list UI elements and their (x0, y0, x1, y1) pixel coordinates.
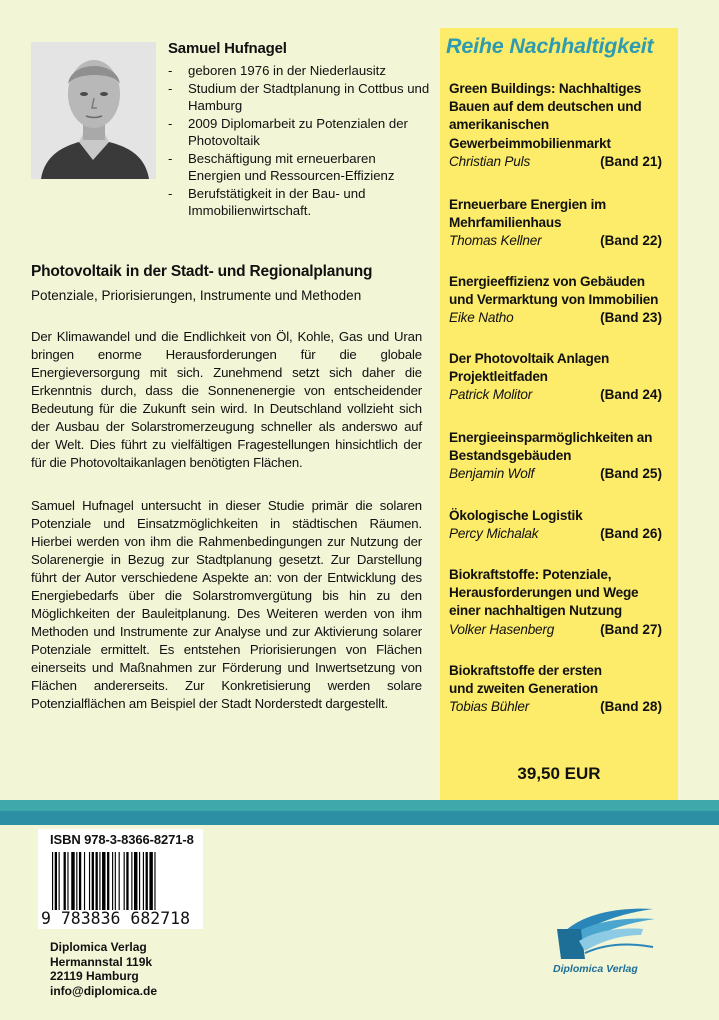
series-book-title-line: Ökologische Logistik (449, 508, 583, 523)
barcode-bar (96, 852, 98, 914)
series-book-27 (449, 566, 664, 639)
barcode-bar (107, 852, 109, 914)
barcode-bar (67, 852, 68, 914)
series-book-title-line: und Vermarktung von Immobilien (449, 292, 659, 308)
barcode-bar (59, 852, 60, 914)
barcode-bar (55, 852, 57, 914)
author-bio-item: - Berufstätigkeit in der Bau- und Immobilienwirtschaft. (166, 185, 431, 220)
series-book-title-line: Gewerbeimmobilienmarkt (449, 135, 611, 151)
barcode-bar (76, 852, 77, 914)
publisher-address (50, 940, 157, 998)
series-book-title-line: Energieeinsparmöglichkeiten an (449, 430, 653, 445)
book-subtitle: Potenziale, Priorisierungen, Instrumente und Methoden (31, 288, 362, 303)
series-book-author: Christian Puls (449, 153, 531, 169)
author-portrait-icon (31, 42, 156, 179)
barcode-bar (99, 852, 100, 914)
series-book-title-line: Mehrfamilienhaus (449, 215, 562, 231)
author-bio-item: - geboren 1976 in der Niederlausitz (166, 62, 431, 80)
series-book-band: (Band 22) (600, 233, 662, 249)
series-book-21 (449, 80, 664, 171)
series-book-title-line: Bauen auf dem deutschen und (449, 99, 642, 115)
barcode-bar (52, 852, 53, 914)
publisher-line: 22119 Hamburg (50, 969, 139, 983)
series-book-title-line: einer nachhaltigen Nutzung (449, 603, 623, 619)
series-book-author: Percy Michalak (449, 526, 539, 542)
author-photo (31, 42, 156, 179)
book-title: Photovoltaik in der Stadt- und Regionalplanung (31, 263, 373, 280)
series-book-title-line: amerikanischen (449, 117, 549, 133)
barcode-icon (50, 852, 200, 914)
series-book-title-line: Erneuerbare Energien im (449, 197, 607, 212)
publisher-line: Diplomica Verlag (50, 940, 147, 954)
series-book-28 (449, 662, 664, 717)
series-book-title-line: Biokraftstoffe: Potenziale, (449, 567, 612, 582)
series-title: Reihe Nachhaltigkeit (446, 34, 654, 58)
barcode-bar (131, 852, 132, 914)
barcode-bar (119, 852, 120, 914)
series-book-title-line: Biokraftstoffe der ersten (449, 663, 602, 678)
series-book-22 (449, 196, 664, 251)
series-book-author: Tobias Bühler (449, 699, 530, 715)
author-name: Samuel Hufnagel (168, 40, 287, 57)
barcode-bar (139, 852, 140, 914)
series-book-band: (Band 28) (600, 699, 662, 715)
series-book-band: (Band 24) (600, 387, 662, 403)
logo-text: Diplomica Verlag (553, 963, 638, 975)
barcode-bar (146, 852, 148, 914)
author-bio-item: - Beschäftigung mit erneuerbaren Energien und Ressourcen-Effizienz (166, 150, 431, 185)
blurb-paragraph-1: Der Klimawandel und die Endlichkeit von Öl, Kohle, Gas und Uran bringen enorme Herausforderungen für die globale Energieversorgung mit sich. Zunehmend setzt sich daher die Erkenntnis durch, dass die Sonnenenergie von entscheidender Bedeutung für die Zukunft sein wird. In Deutschland vollzieht sich der Ausbau der Solarstromerzeugung schneller als anderswo auf der Welt. Dies führt zu vielfältigen Fragestellungen hinsichtlich der für die Photovoltaikanlagen benötigten Flächen. (31, 329, 422, 470)
divider-stripe-dark (0, 811, 719, 825)
series-book-title-line: Projektleitfaden (449, 369, 548, 385)
author-bio-item: - Studium der Stadtplanung in Cottbus und Hamburg (166, 80, 431, 115)
publisher-line: info@diplomica.de (50, 983, 158, 998)
series-book-band: (Band 25) (600, 466, 662, 482)
barcode-bar (149, 852, 152, 914)
divider-stripe-light (0, 800, 719, 811)
barcode-bar (89, 852, 90, 914)
series-book-26 (449, 507, 664, 543)
barcode-bar (154, 852, 155, 914)
barcode-bar (84, 852, 85, 914)
barcode-bar (112, 852, 113, 914)
series-book-title-line: Herausforderungen und Wege (449, 585, 639, 601)
series-book-author: Volker Hasenberg (449, 621, 555, 637)
series-book-title-line: Bestandsgebäuden (449, 448, 572, 464)
series-book-band: (Band 26) (600, 526, 662, 542)
barcode-bar (64, 852, 66, 914)
barcode-bar (134, 852, 137, 914)
series-book-band: (Band 23) (600, 310, 662, 326)
publisher-line: Hermannstal 119k (50, 954, 153, 969)
series-book-author: Thomas Kellner (449, 233, 542, 249)
barcode-bar (102, 852, 105, 914)
series-book-author: Benjamin Wolf (449, 466, 535, 482)
series-book-title-line: Der Photovoltaik Anlagen (449, 351, 610, 366)
series-book-title-line: Energieeffizienz von Gebäuden (449, 274, 645, 289)
series-book-author: Patrick Molitor (449, 387, 533, 403)
series-book-title-line: Green Buildings: Nachhaltiges (449, 81, 642, 96)
series-book-title-line: und zweiten Generation (449, 681, 598, 697)
author-bio-item: - 2009 Diplomarbeit zu Potenzialen der Photovoltaik (166, 115, 431, 150)
barcode-bar (92, 852, 94, 914)
blurb-paragraph-2: Samuel Hufnagel untersucht in dieser Studie primär die solaren Potenziale und Einsatzmöglichkeiten in städtischen Räumen. Hierbei werden von ihm die Rahmenbedingungen zur Nutzung der Solarenergie in Bezug zur Stadtplanung gesetzt. Zur Darstellung führt der Autor verschiedene Aspekte an: von der Entwicklung des Energiebedarfs über die Solarstromvergütung bis hin zu den Möglichkeiten der Bauleitplanung. Des Weiteren werden von ihm Methoden und Instrumente zur Analyse und zur Aktivierung solarer Potenziale ermittelt. Es entstehen Priorisierungen von Flächen einerseits und Maßnahmen zur Förderung und Inwertsetzung von Flächen andererseits. Zur Konkretisierung werden solare Potenzialflächen am Beispiel der Stadt Norderstedt dargestellt. (31, 498, 422, 711)
barcode-bar (126, 852, 128, 914)
author-bio-list (166, 62, 431, 220)
barcode-bar (79, 852, 81, 914)
series-book-band: (Band 27) (600, 621, 662, 637)
price: 39,50 EUR (517, 764, 601, 783)
series-book-band: (Band 21) (600, 153, 662, 169)
barcode-bar (124, 852, 125, 914)
series-book-23 (449, 273, 664, 328)
barcode-digits: 9 783836 682718 (41, 910, 203, 928)
barcode-bar (71, 852, 74, 914)
isbn-label: ISBN 978-3-8366-8271-8 (50, 832, 194, 847)
series-book-author: Eike Natho (449, 310, 514, 326)
barcode-bar (143, 852, 144, 914)
series-book-25 (449, 429, 664, 484)
series-book-24 (449, 350, 664, 405)
barcode-bar (115, 852, 116, 914)
